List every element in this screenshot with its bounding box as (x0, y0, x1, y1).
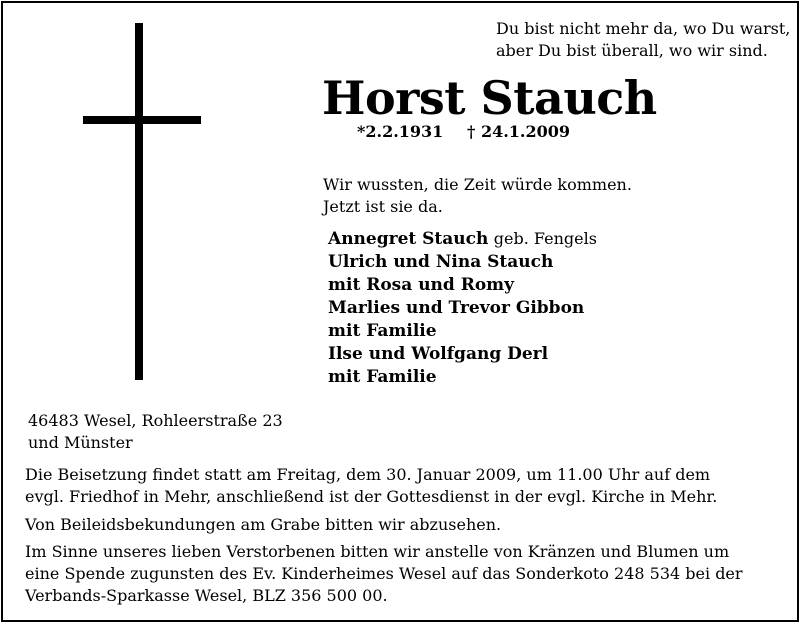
family-member: Ulrich und Nina Stauch (328, 252, 554, 272)
address-line: und Münster (28, 433, 133, 452)
family-line (328, 366, 597, 389)
family-line (328, 343, 597, 366)
poem-line: Wir wussten, die Zeit würde kommen. (323, 175, 632, 194)
donation-line: Verbands-Sparkasse Wesel, BLZ 356 500 00. (25, 586, 388, 605)
family-member: mit Rosa und Romy (328, 275, 515, 295)
family-line (328, 274, 597, 297)
family-list (328, 227, 597, 389)
donation-line: Im Sinne unseres lieben Verstorbenen bitten wir anstelle von Kränzen und Blumen um (25, 542, 730, 561)
family-member: mit Familie (328, 321, 437, 341)
donation-line: eine Spende zugunsten des Ev. Kinderheimes Wesel auf das Sonderkoto 248 534 bei der (25, 564, 743, 583)
quote-line: Du bist nicht mehr da, wo Du warst, (496, 19, 791, 38)
quote (496, 18, 790, 62)
address-line: 46483 Wesel, Rohleerstraße 23 (28, 411, 283, 430)
birth-date: *2.2.1931 (357, 122, 444, 141)
condolence-line: Von Beileidsbekundungen am Grabe bitten wir abzusehen. (25, 515, 502, 534)
family-line (328, 251, 597, 274)
funeral-line: Die Beisetzung findet statt am Freitag, dem 30. Januar 2009, um 11.00 Uhr auf dem (25, 465, 711, 484)
poem-line: Jetzt ist sie da. (323, 197, 443, 216)
family-line (328, 227, 597, 251)
deceased-name: Horst Stauch (322, 71, 657, 125)
funeral-info (25, 464, 717, 508)
maiden-name: geb. Fengels (493, 229, 597, 248)
family-line (328, 297, 597, 320)
family-line (328, 320, 597, 343)
death-date: † 24.1.2009 (467, 122, 571, 141)
address (28, 410, 283, 454)
family-member: Marlies und Trevor Gibbon (328, 298, 585, 318)
donation-info (25, 541, 743, 607)
family-member: mit Familie (328, 367, 437, 387)
cross-icon-bar (83, 116, 201, 124)
cross-icon (135, 23, 143, 380)
condolence-note (25, 514, 501, 536)
quote-line: aber Du bist überall, wo wir sind. (496, 41, 768, 60)
funeral-line: evgl. Friedhof in Mehr, anschließend ist der Gottesdienst in der evgl. Kirche in Mehr. (25, 487, 718, 506)
family-member: Ilse und Wolfgang Derl (328, 344, 549, 364)
poem (323, 174, 632, 218)
family-member: Annegret Stauch (328, 229, 489, 249)
